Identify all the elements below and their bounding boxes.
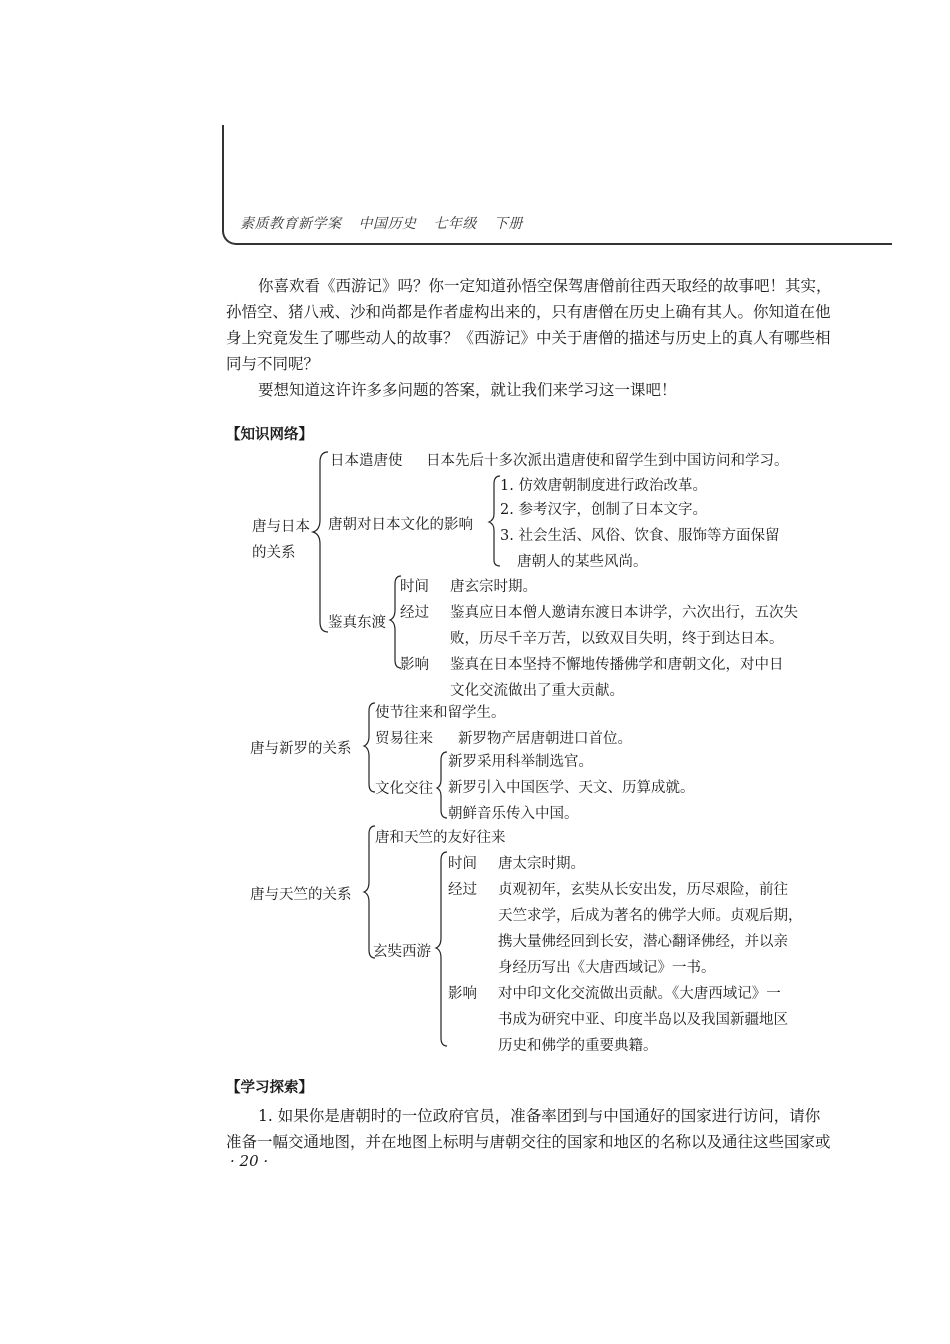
brace-japan [313,452,328,632]
brace-silla [364,703,375,792]
explore-line-2: 准备一幅交通地图，并在地图上标明与唐朝交往的国家和地区的名称以及通往这些国家或 [226,1133,831,1151]
xuanzang-impact-2: 书成为研究中亚、印度半岛以及我国新疆地区 [498,1012,788,1028]
header-grade: 七年级 [433,216,477,232]
xuanzang-impact-3: 历史和佛学的重要典籍。 [498,1038,658,1054]
silla-trade: 新罗物产居唐朝进口首位。 [458,731,632,747]
japan-influence: 唐朝对日本文化的影响 [328,517,473,533]
japan-inf-3a: 3. 社会生活、风俗、饮食、服饰等方面保留 [500,528,780,544]
silla-culture-3: 朝鲜音乐传入中国。 [448,806,579,822]
jianzhen-label: 鉴真东渡 [328,615,386,631]
header-subject: 中国历史 [358,216,417,232]
japan-label-2: 的关系 [252,545,296,561]
jianzhen-process-label: 经过 [400,605,429,621]
jianzhen-time-label: 时间 [400,579,429,595]
jianzhen-time: 唐玄宗时期。 [450,579,537,595]
jianzhen-process-a: 鉴真应日本僧人邀请东渡日本讲学，六次出行，五次失 [450,605,798,621]
xuanzang-impact-1: 对中印文化交流做出贡献。《大唐西域记》一 [498,986,781,1002]
xuanzang-process-2: 天竺求学，后成为著名的佛学大师。贞观后期， [498,908,803,924]
jianzhen-impact-label: 影响 [400,657,429,673]
japan-inf-1: 1. 仿效唐朝制度进行政治改革。 [500,478,707,494]
silla-trade-label: 贸易往来 [375,731,433,747]
xuanzang-impact-label: 影响 [448,986,477,1002]
jianzhen-impact-a: 鉴真在日本坚持不懈地传播佛学和唐朝文化，对中日 [450,657,784,673]
intro-line-1: 你喜欢看《西游记》吗？你一定知道孙悟空保驾唐僧前往西天取经的故事吧！其实， [258,277,832,295]
brace-india [364,826,375,958]
intro-line-4: 同与不同呢？ [226,355,320,373]
page-number: · 20 · [230,1152,269,1170]
xuanzang-label: 玄奘西游 [373,944,431,960]
silla-envoys: 使节往来和留学生。 [375,705,506,721]
india-friendly: 唐和天竺的友好往来 [375,830,506,846]
xuanzang-process-label: 经过 [448,882,477,898]
japan-envoy: 日本遣唐使 [330,453,403,469]
header-volume: 下册 [493,216,523,232]
silla-culture-1: 新罗采用科举制选官。 [448,754,593,770]
silla-culture-2: 新罗引入中国医学、天文、历算成就。 [448,780,695,796]
intro-line-3: 身上究竟发生了哪些动人的故事？《西游记》中关于唐僧的描述与历史上的真人有哪些相 [226,329,831,347]
explore-line-1: 1. 如果你是唐朝时的一位政府官员，准备率团到与中国通好的国家进行访问，请你 [258,1107,821,1125]
japan-inf-2: 2. 参考汉字，创制了日本文字。 [500,502,707,518]
section-title-knowledge: 【知识网络】 [226,427,313,443]
silla-label: 唐与新罗的关系 [250,741,352,757]
xuanzang-process-3: 携大量佛经回到长安，潜心翻译佛经，并以亲 [498,934,788,950]
xuanzang-time-label: 时间 [448,856,477,872]
brace-influence [489,476,500,566]
india-label: 唐与天竺的关系 [250,887,352,903]
japan-envoy-desc: 日本先后十多次派出遣唐使和留学生到中国访问和学习。 [426,453,789,469]
brace-xuanzang [436,852,447,1046]
japan-inf-3b: 唐朝人的某些风尚。 [517,554,648,570]
intro-line-5: 要想知道这许许多多问题的答案，就让我们来学习这一课吧！ [258,381,677,399]
xuanzang-process-4: 身经历写出《大唐西域记》一书。 [498,960,716,976]
header-series: 素质教育新学案 [240,216,342,232]
brace-silla-culture [437,752,447,818]
xuanzang-time: 唐太宗时期。 [498,856,585,872]
silla-culture-label: 文化交往 [375,781,433,797]
intro-line-2: 孙悟空、猪八戒、沙和尚都是作者虚构出来的，只有唐僧在历史上确有其人。你知道在他 [226,303,831,321]
jianzhen-impact-b: 文化交流做出了重大贡献。 [450,683,624,699]
jianzhen-process-b: 败，历尽千辛万苦，以致双目失明，终于到达日本。 [450,631,784,647]
xuanzang-process-1: 贞观初年，玄奘从长安出发，历尽艰险，前往 [498,882,788,898]
japan-label-1: 唐与日本 [252,519,310,535]
section-title-explore: 【学习探索】 [226,1080,313,1096]
